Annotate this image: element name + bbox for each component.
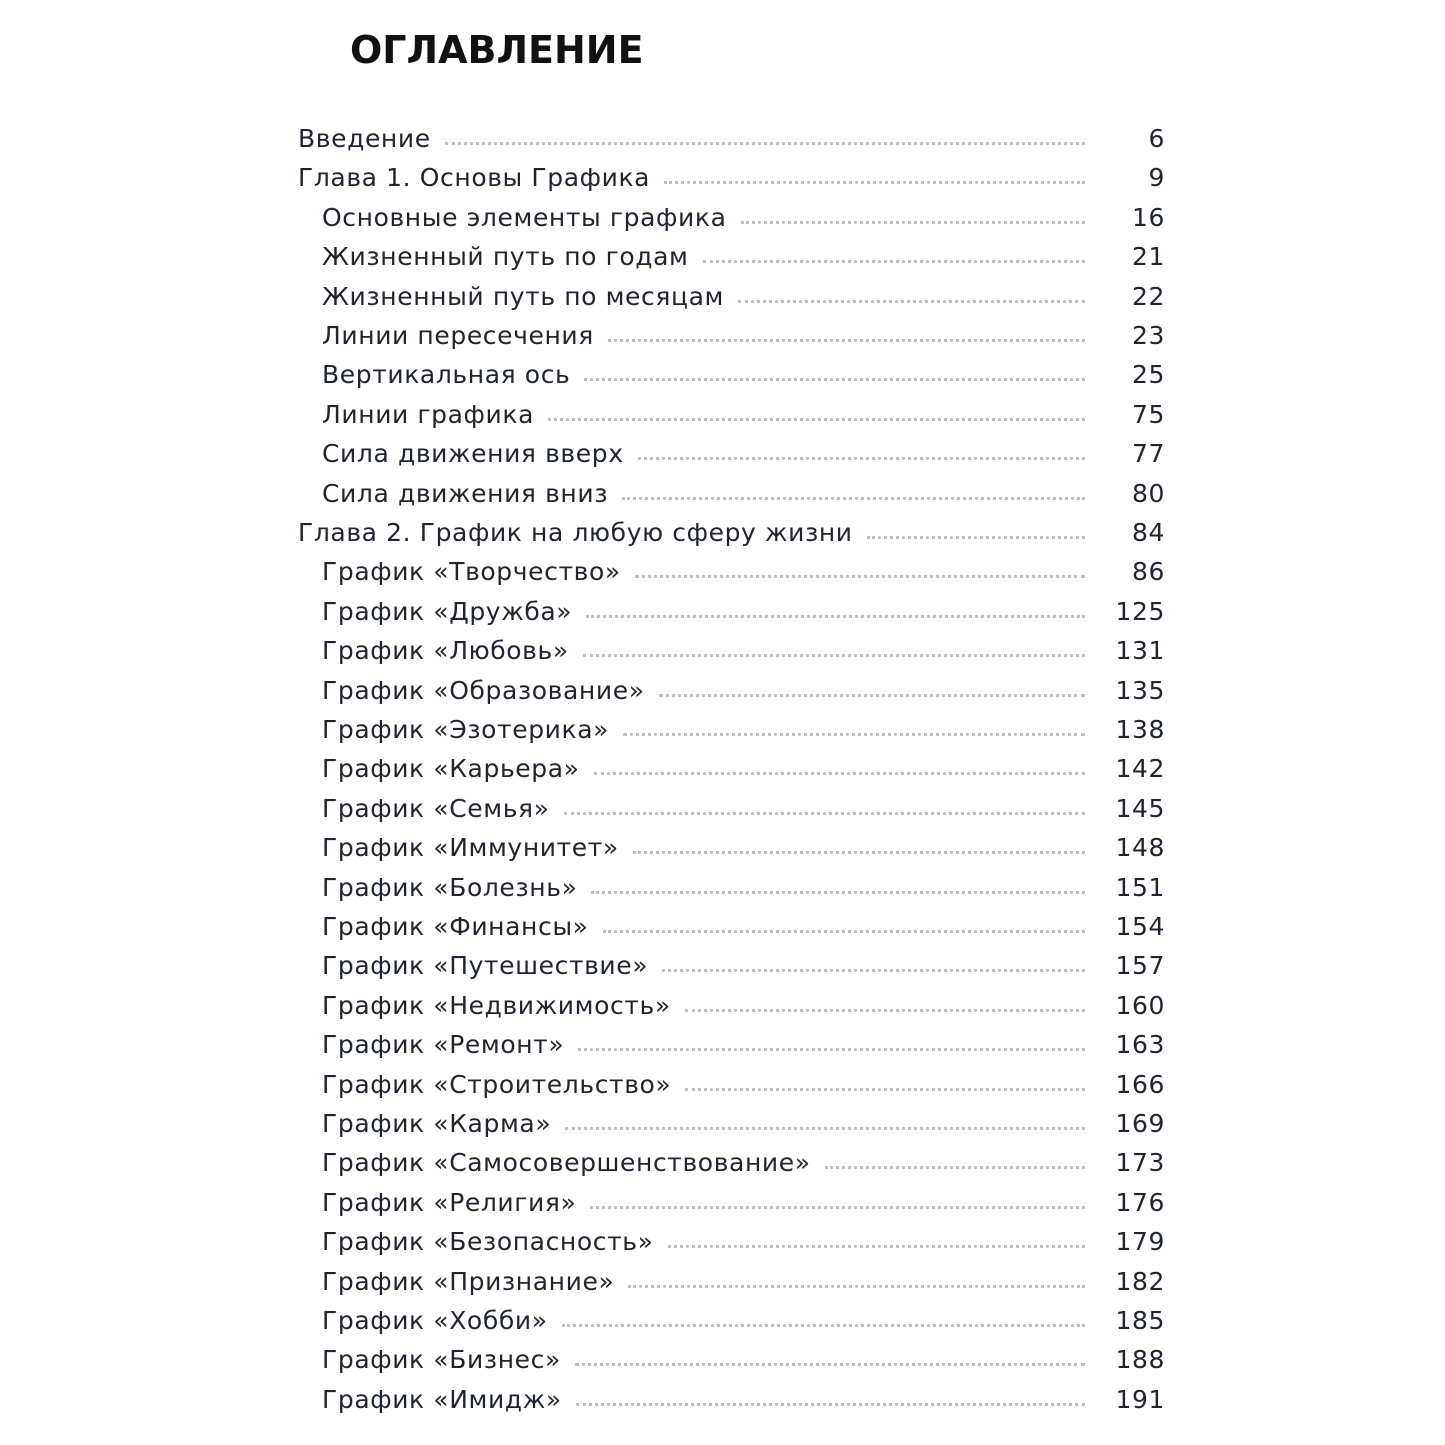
toc-entry-label: Сила движения вверх xyxy=(322,439,624,469)
toc-entry-label: Введение xyxy=(298,124,431,153)
toc-entry-page: 182 xyxy=(1115,1266,1165,1296)
toc-entry xyxy=(298,163,1165,199)
toc-entry-page: 16 xyxy=(1131,202,1165,232)
toc-entry xyxy=(322,951,1165,987)
toc-entry-page: 191 xyxy=(1115,1384,1165,1414)
toc-entry-label: Глава 1. Основы Графика xyxy=(298,163,651,193)
toc-entry-page: 160 xyxy=(1115,990,1165,1020)
toc-entry-label: График «Путешествие» xyxy=(322,951,649,981)
toc-entry-page: 22 xyxy=(1131,281,1165,311)
toc-dot-leader xyxy=(548,418,1085,421)
toc-entry xyxy=(322,557,1165,593)
toc-entry xyxy=(322,833,1165,869)
toc-entry-page: 179 xyxy=(1115,1227,1165,1257)
toc-entry-page: 154 xyxy=(1115,912,1165,941)
toc-entry-label: График «Ремонт» xyxy=(322,1030,565,1060)
toc-entry xyxy=(322,991,1165,1027)
toc-dot-leader xyxy=(575,1363,1085,1366)
toc-dot-leader xyxy=(622,497,1085,500)
toc-entry-label: График «Карьера» xyxy=(322,754,580,784)
toc-dot-leader xyxy=(445,142,1085,145)
toc-entry xyxy=(322,873,1165,909)
toc-entry xyxy=(298,518,1165,554)
toc-dot-leader xyxy=(638,457,1085,460)
toc-entry-page: 163 xyxy=(1115,1030,1165,1060)
toc-entry xyxy=(322,360,1165,396)
toc-entry xyxy=(322,1306,1165,1342)
toc-entry xyxy=(322,400,1165,436)
toc-entry xyxy=(298,124,1165,160)
toc-dot-leader xyxy=(635,575,1085,578)
toc-dot-leader xyxy=(584,378,1085,381)
toc-dot-leader xyxy=(628,1285,1085,1288)
toc-entry-label: График «Безопасность» xyxy=(322,1227,654,1257)
toc-dot-leader xyxy=(565,1127,1085,1130)
toc-entry xyxy=(322,794,1165,830)
toc-dot-leader xyxy=(583,654,1085,657)
toc-entry xyxy=(322,1188,1165,1224)
toc-entry-page: 135 xyxy=(1115,675,1165,705)
toc-dot-leader xyxy=(664,181,1085,184)
toc-entry-label: График «Бизнес» xyxy=(322,1345,561,1375)
toc-entry-page: 176 xyxy=(1115,1187,1165,1217)
toc-entry-page: 185 xyxy=(1115,1306,1165,1335)
toc-dot-leader xyxy=(586,615,1085,618)
toc-entry-page: 151 xyxy=(1115,872,1165,902)
toc-entry xyxy=(322,1030,1165,1066)
toc-dot-leader xyxy=(741,221,1086,224)
toc-entry-page: 6 xyxy=(1148,124,1165,153)
toc-entry-label: Жизненный путь по месяцам xyxy=(322,281,725,311)
toc-entry xyxy=(322,715,1165,751)
toc-entry xyxy=(322,282,1165,318)
toc-entry-label: График «Имидж» xyxy=(322,1384,562,1414)
toc-entry-label: График «Дружба» xyxy=(322,596,573,626)
toc-entry-label: График «Финансы» xyxy=(322,912,589,941)
toc-entry xyxy=(322,754,1165,790)
toc-entry-page: 142 xyxy=(1115,754,1165,784)
toc-entry xyxy=(322,1070,1165,1106)
toc-entry xyxy=(322,636,1165,672)
toc-entry-label: График «Признание» xyxy=(322,1266,615,1296)
toc-entry-label: График «Любовь» xyxy=(322,636,569,666)
toc-entry-label: Сила движения вниз xyxy=(322,478,609,508)
toc-entry-label: График «Творчество» xyxy=(322,557,621,587)
toc-entry-page: 21 xyxy=(1131,242,1165,272)
toc-entry-label: Жизненный путь по годам xyxy=(322,242,689,272)
toc-entry-page: 169 xyxy=(1115,1109,1165,1138)
toc-entry xyxy=(322,912,1165,948)
toc-entry-page: 125 xyxy=(1115,596,1165,626)
toc-entry xyxy=(322,1385,1165,1421)
toc-dot-leader xyxy=(659,694,1085,697)
toc-dot-leader xyxy=(662,969,1085,972)
toc-entry-page: 173 xyxy=(1115,1148,1165,1178)
toc-entry-label: Линии графика xyxy=(322,399,534,429)
toc-entry-label: График «Самосовершенствование» xyxy=(322,1148,811,1178)
toc-entry-label: График «Семья» xyxy=(322,793,550,823)
toc-entry-page: 80 xyxy=(1131,478,1165,508)
toc-dot-leader xyxy=(867,536,1085,539)
toc-entry-page: 138 xyxy=(1115,715,1165,744)
toc-entry-label: Глава 2. График на любую сферу жизни xyxy=(298,518,853,547)
toc-entry-page: 77 xyxy=(1131,439,1165,469)
toc-entry-page: 84 xyxy=(1131,518,1165,547)
toc-entry-label: Линии пересечения xyxy=(322,321,594,350)
toc-entry-label: График «Иммунитет» xyxy=(322,833,619,863)
toc-entry-label: График «Болезнь» xyxy=(322,872,578,902)
toc-entry-label: График «Строительство» xyxy=(322,1069,672,1099)
toc-entry-page: 25 xyxy=(1131,360,1165,390)
toc-entry-label: График «Религия» xyxy=(322,1187,577,1217)
toc-dot-leader xyxy=(564,812,1085,815)
toc-entry-page: 157 xyxy=(1115,951,1165,981)
toc-entry-label: График «Карма» xyxy=(322,1109,552,1138)
toc-entry xyxy=(322,676,1165,712)
toc-dot-leader xyxy=(562,1324,1085,1327)
toc-entry-page: 86 xyxy=(1131,557,1165,587)
toc-dot-leader xyxy=(633,851,1085,854)
toc-entry xyxy=(322,597,1165,633)
page-title: ОГЛАВЛЕНИЕ xyxy=(350,28,644,72)
toc-dot-leader xyxy=(825,1166,1085,1169)
toc-entry xyxy=(322,242,1165,278)
toc-entry xyxy=(322,203,1165,239)
toc-dot-leader xyxy=(590,1206,1085,1209)
toc-entry-label: График «Образование» xyxy=(322,675,645,705)
toc-entry-page: 131 xyxy=(1115,636,1165,666)
toc-entry xyxy=(322,1227,1165,1263)
toc-dot-leader xyxy=(576,1403,1085,1406)
toc-dot-leader xyxy=(594,772,1085,775)
toc-dot-leader xyxy=(703,260,1086,263)
toc-dot-leader xyxy=(591,891,1085,894)
toc-entry xyxy=(322,1109,1165,1145)
toc-entry-page: 188 xyxy=(1115,1345,1165,1375)
toc-dot-leader xyxy=(738,300,1085,303)
toc-entry xyxy=(322,1148,1165,1184)
toc-entry xyxy=(322,1267,1165,1303)
toc-dot-leader xyxy=(668,1245,1085,1248)
toc-entry-page: 23 xyxy=(1131,321,1165,350)
toc-entry-page: 148 xyxy=(1115,833,1165,863)
toc-entry-label: График «Эзотерика» xyxy=(322,715,610,744)
toc-entry xyxy=(322,321,1165,357)
toc-entry-page: 9 xyxy=(1148,163,1165,193)
toc-entry xyxy=(322,439,1165,475)
toc-entry-label: Основные элементы графика xyxy=(322,202,727,232)
toc-dot-leader xyxy=(685,1009,1085,1012)
toc-entry-label: Вертикальная ось xyxy=(322,360,571,390)
toc-entry-page: 166 xyxy=(1115,1069,1165,1099)
toc-dot-leader xyxy=(608,339,1085,342)
toc-dot-leader xyxy=(578,1048,1085,1051)
toc-entry-label: График «Недвижимость» xyxy=(322,990,671,1020)
toc-entry xyxy=(322,479,1165,515)
toc-dot-leader xyxy=(623,733,1085,736)
toc-entry-label: График «Хобби» xyxy=(322,1306,548,1335)
toc-dot-leader xyxy=(685,1088,1085,1091)
toc-entry-page: 75 xyxy=(1131,399,1165,429)
toc-entry-page: 145 xyxy=(1115,793,1165,823)
toc-dot-leader xyxy=(603,930,1085,933)
toc-entry xyxy=(322,1345,1165,1381)
